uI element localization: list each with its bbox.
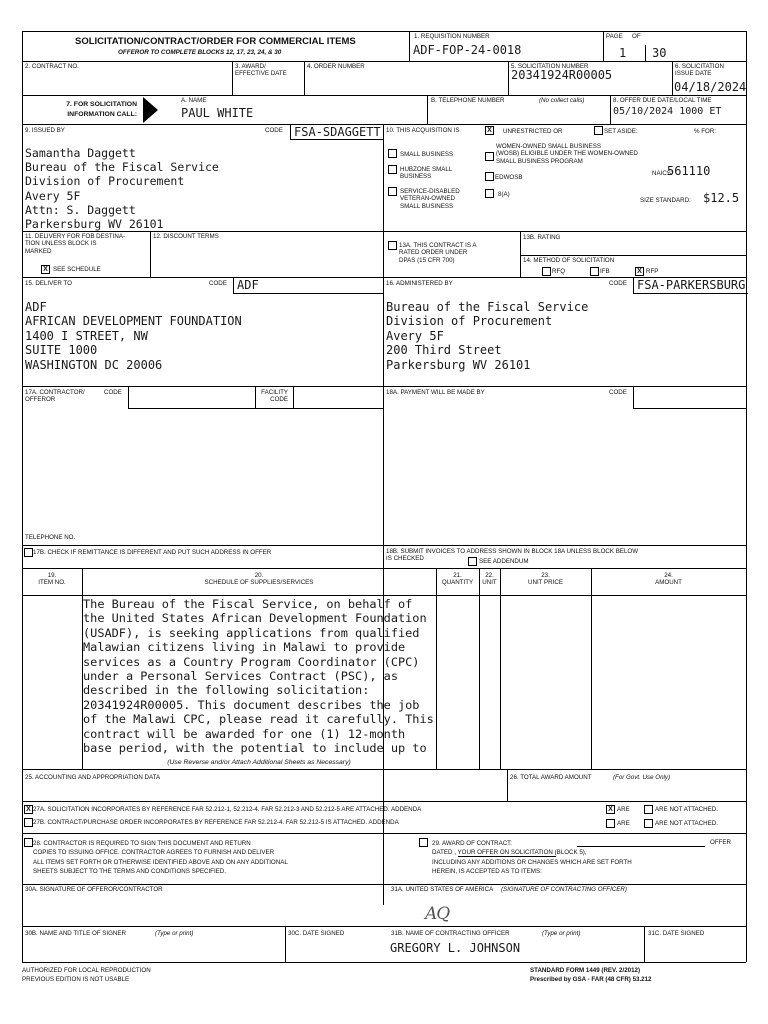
set-aside-checkbox[interactable] [594,126,603,135]
addenda-27b-are-not-checkbox[interactable] [644,819,653,828]
unit-price-header: 23. UNIT PRICE [528,572,563,587]
unrestricted-checkbox[interactable] [485,126,494,135]
form-subtitle: OFFEROR TO COMPLETE BLOCKS 12, 17, 23, 24, & 30 [118,49,282,56]
solicitation-info-label: 7. FOR SOLICITATION INFORMATION CALL: [66,101,137,118]
clause-27a-text: 27A. SOLICITATION INCORPORATES BY REFERENCE FAR 52.212-1, 52.212-4. FAR 52.212-3 AND 52.212-5 ARE ATTACHED. ADDENDA [33,806,422,813]
contact-name-label: A. NAME [181,97,207,104]
offer-due-label: 8. OFFER DUE DATE/LOCAL TIME [613,97,712,104]
footer-left: AUTHORIZED FOR LOCAL REPRODUCTION PREVIOUS EDITION IS NOT USABLE [22,967,151,983]
addenda-27a-are-checkbox[interactable] [606,805,615,814]
contractor-sign-checkbox[interactable] [24,838,33,847]
award-dated-blank [458,856,556,857]
award-offer-label: OFFER [710,839,731,846]
arrow-icon [143,97,158,123]
administered-by-code-label: CODE [609,280,627,287]
remittance-label: 17B. CHECK IF REMITTANCE IS DIFFERENT AND PUT SUCH ADDRESS IN OFFER [33,549,272,556]
addenda-27b-are: ARE [617,820,630,827]
award-text: 29. AWARD OF CONTRACT: DATED , YOUR OFFER ON SOLICITATION (BLOCK 5), INCLUDING ANY ADDITIONS OR CHANGES WHICH ARE SET FORTH HEREIN, IS ACCEPTED AS TO ITEMS: [432,840,632,875]
deliver-to-label: 15. DELIVER TO [25,280,72,287]
page-total: 30 [652,46,667,60]
method-label: 14. METHOD OF SOLICITATION [523,257,615,264]
ifb-checkbox[interactable] [590,267,599,276]
rated-order-checkbox[interactable] [388,241,397,250]
of-label: OF [632,33,641,40]
administered-by-address: Bureau of the Fiscal Service Division of Procurement Avery 5F 200 Third Street Parkersburg WV 26101 [386,300,589,372]
size-standard-label: SIZE STANDARD: [640,197,691,204]
sdvosb-label: SERVICE-DISABLED VETERAN-OWNED SMALL BUSINESS [400,188,460,210]
administered-by-code: FSA-PARKERSBURG [633,278,748,294]
issued-by-code: FSA-SDAGGETT [290,125,384,140]
telephone-label: B. TELEPHONE NUMBER [431,97,505,104]
telephone-note: (No collect calls) [539,97,585,104]
deliver-to-code-label: CODE [209,280,227,287]
acquisition-label: 10. THIS ACQUISITION IS [386,127,460,134]
deliver-to-code: ADF [233,278,383,294]
supplies-header: 20. SCHEDULE OF SUPPLIES/SERVICES [204,572,314,587]
signer-name-note: (Type or print) [155,930,194,937]
addenda-27a-are-not-checkbox[interactable] [644,805,653,814]
reverse-note: (Use Reverse and/or Attach Additional Sheets as Necessary) [167,759,351,766]
addenda-27a-are: ARE [617,806,630,813]
total-award-note: (For Govt. Use Only) [613,774,671,781]
issued-by-code-label: CODE [265,127,283,134]
fob-label: 11. DELIVERY FOR FOB DESTINA- TION UNLESS BLOCK IS MARKED [25,233,126,255]
unit-header: 22. UNIT [482,572,497,587]
administered-by-label: 16. ADMINISTERED BY [386,280,453,287]
ifb-label: IFB [600,268,610,275]
clause-27b-checkbox[interactable] [24,818,33,827]
size-standard: $12.5 [703,191,740,205]
offer-due-date: 05/10/2024 1000 ET [613,106,722,117]
clause-27b-text: 27B. CONTRACT/PURCHASE ORDER INCORPORATES BY REFERENCE FAR 52.212-4. FAR 52.212-5 IS ATTACHED. ADDENDA [33,819,399,826]
addenda-27b-are-checkbox[interactable] [606,819,615,828]
rfq-checkbox[interactable] [542,267,551,276]
payment-code-label: CODE [609,389,627,396]
contact-name: PAUL WHITE [181,106,254,120]
payment-label: 18A. PAYMENT WILL BE MADE BY [386,389,485,396]
eight-a-label: 8(A) [498,191,510,198]
form-title: SOLICITATION/CONTRACT/ORDER FOR COMMERCIAL ITEMS [75,36,356,47]
edwosb-label: EDWOSB [495,174,523,181]
hubzone-checkbox[interactable] [388,165,397,174]
issued-by-address: Samantha Daggett Bureau of the Fiscal Service Division of Procurement Avery 5F Attn: S. Daggett Parkersburg WV 26101 [25,146,219,232]
rfq-label: RFQ [552,268,566,275]
see-schedule-label: SEE SCHEDULE [53,266,101,273]
contract-no-label: 2. CONTRACT NO. [25,63,79,70]
solicitation-issue-date: 04/18/2024 [674,80,747,94]
sdvosb-checkbox[interactable] [388,187,397,196]
eight-a-checkbox[interactable] [485,189,494,198]
telephone-no-label: TELEPHONE NO. [25,534,76,541]
remittance-checkbox[interactable] [24,548,33,557]
award-offer-blank [577,846,705,847]
amount-header: 24. AMOUNT [655,572,682,587]
officer-date-label: 31C. DATE SIGNED [648,930,705,937]
offeror-date-label: 30C. DATE SIGNED [288,930,345,937]
requisition-label: 1. REQUISITION NUMBER [414,33,490,40]
accounting-label: 25. ACCOUNTING AND APPROPRIATION DATA [25,774,161,781]
order-number-label: 4. ORDER NUMBER [307,63,365,70]
invoice-label: 18B. SUBMIT INVOICES TO ADDRESS SHOWN IN BLOCK 18A UNLESS BLOCK BELOW IS CHECKED [386,548,639,563]
rated-order-label: 13A. THIS CONTRACT IS A RATED ORDER UNDER DPAS (15 CFR 700) [399,242,477,264]
naics-code: 561110 [667,164,711,178]
deliver-to-address: ADF AFRICAN DEVELOPMENT FOUNDATION 1400 I STREET, NW SUITE 1000 WASHINGTON DC 20006 [25,300,242,372]
solicitation-number: 20341924R00005 [511,68,613,82]
hubzone-label: HUBZONE SMALL BUSINESS [400,166,453,181]
award-date-label: 3. AWARD/ EFFECTIVE DATE [235,63,287,78]
edwosb-checkbox[interactable] [485,172,494,181]
set-aside-label: SET ASIDE: [604,128,638,135]
addenda-27a-are-not: ARE NOT ATTACHED. [655,806,718,813]
award-checkbox[interactable] [419,838,428,847]
offeror-signature-label: 30A. SIGNATURE OF OFFEROR/CONTRACTOR [25,886,163,893]
officer-name-note: (Type or print) [542,930,581,937]
rfp-label: RFP [646,268,659,275]
signer-name-label: 30B. NAME AND TITLE OF SIGNER [25,930,126,937]
clause-27a-checkbox[interactable] [24,805,33,814]
wosb-checkbox[interactable] [485,152,494,161]
rating-label: 13B. RATING [523,234,561,241]
issued-by-label: 9. ISSUED BY [25,127,65,134]
see-addendum-label: SEE ADDENDUM [479,558,529,565]
see-schedule-checkbox[interactable] [41,265,50,274]
footer-right: STANDARD FORM 1449 (REV. 2/2012) Prescribed by GSA - FAR (48 CFR) 53.212 [530,967,652,983]
solicitation-number-label: 5. SOLICITATION NUMBER [511,63,589,70]
usa-signature-note: (SIGNATURE OF CONTRACTING OFFICER) [501,886,627,893]
small-business-checkbox[interactable] [388,149,397,158]
schedule-description: The Bureau of the Fiscal Service, on behalf of the United States African Development Foundation (USADF), is seeking applications from qualified Malawian citizens living in Malawi to provide services as a Country Program Coordinator (CPC) under a Personal Services Contract (PSC), as described in the following solicitation: 20341924R00005. This document describes the job of the Malawi CPC, please read it carefully. This contract will be awarded for one (1) 12-month base period, with the potential to include up to [83,597,434,756]
officer-name: GREGORY L. JOHNSON [390,941,521,955]
requisition-number: ADF-FOP-24-0018 [413,43,522,57]
wosb-label: WOMEN-OWNED SMALL BUSINESS (WOSB) ELIGIBLE UNDER THE WOMEN-OWNED SMALL BUSINESS PROGRAM [496,143,638,165]
solicitation-issue-label: 6. SOLICITATION ISSUE DATE [675,63,724,78]
discount-terms-label: 12. DISCOUNT TERMS [153,233,219,240]
officer-name-label: 31B. NAME OF CONTRACTING OFFICER [391,930,510,937]
contractor-sign-text: 28. CONTRACTOR IS REQUIRED TO SIGN THIS DOCUMENT AND RETURN COPIES TO ISSUING OFFICE. CONTRACTOR AGREES TO FURNISH AND DELIVER ALL ITEMS SET FORTH OR OTHERWISE IDENTIFIED ABOVE AND ON ANY ADDITIONAL SHEETS SUBJECT TO THE TERMS AND CONDITIONS SPECIFIED. [33,840,288,875]
page-number: 1 [619,46,627,60]
small-business-label: SMALL BUSINESS [400,151,454,158]
rfp-checkbox[interactable] [635,267,644,276]
page-label: PAGE [606,33,623,40]
usa-signature-label: 31A. UNITED STATES OF AMERICA [391,886,494,893]
total-award-label: 26. TOTAL AWARD AMOUNT [510,774,592,781]
contractor-label: 17A. CONTRACTOR/ OFFEROR [25,389,85,404]
addenda-27b-are-not: ARE NOT ATTACHED. [655,820,718,827]
unrestricted-label: UNRESTRICTED OR [503,128,563,135]
naics-label: NAICS: [652,170,673,177]
contractor-code-label: CODE [104,389,122,396]
facility-code-label: FACILITY CODE [261,389,288,404]
contracting-officer-signature: AQ [425,904,450,924]
see-addendum-checkbox[interactable] [468,557,477,566]
quantity-header: 21. QUANTITY [441,572,474,587]
item-no-header: 19. ITEM NO. [38,572,66,587]
percent-for-label: % FOR: [694,128,717,135]
